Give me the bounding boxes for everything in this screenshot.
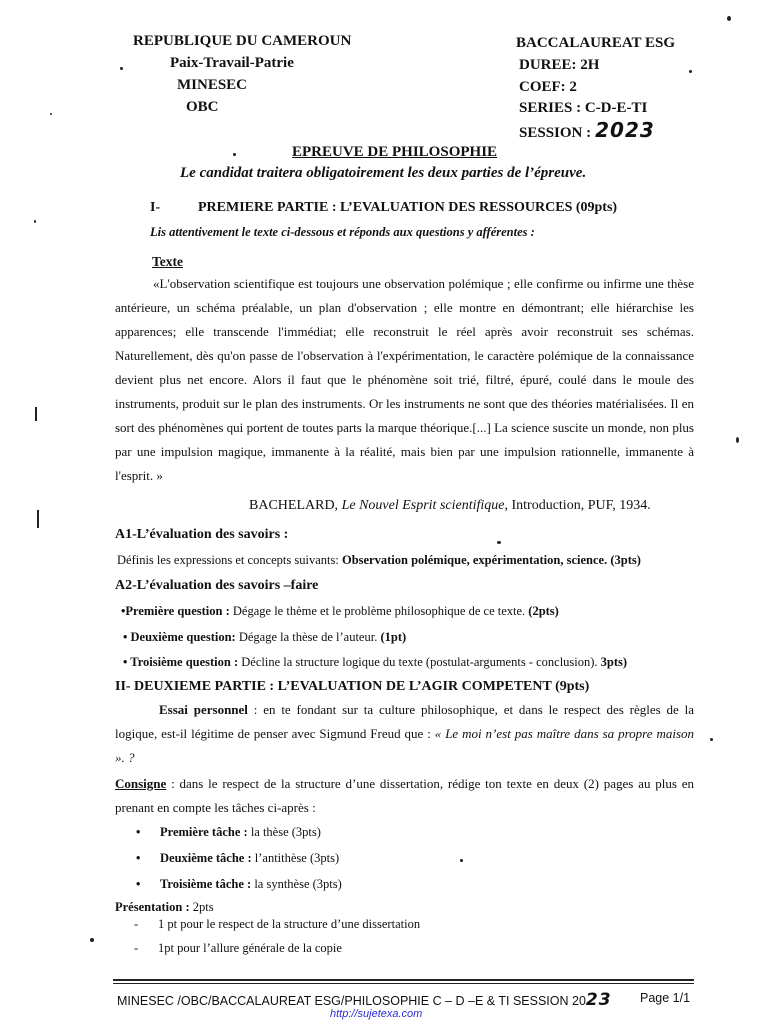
scan-speck [90, 938, 94, 942]
scan-speck [120, 67, 123, 70]
presentation-item-2-text: 1pt pour l’allure générale de la copie [158, 941, 342, 955]
citation-author: BACHELARD, [249, 498, 339, 513]
question-3: • Troisième question : Décline la structure logique du texte (postulat-arguments - conclusion). 3pts) [123, 655, 628, 669]
header-series: SERIES : C-D-E-TI [519, 100, 648, 116]
essay-label: Essai personnel [159, 702, 248, 717]
footer-rule-top [113, 979, 694, 981]
header-office: OBC [186, 99, 219, 115]
q3-label: Troisième question : [130, 655, 239, 669]
q1-text: Dégage le thème et le problème philosophique de ce texte. [229, 604, 529, 618]
header-duration: DUREE: 2H [519, 57, 600, 73]
question-1: •Première question : Dégage le thème et le problème philosophique de ce texte. (2pts) [121, 604, 559, 618]
a1-terms: Observation polémique, expérimentation, science. [341, 553, 608, 567]
a1-heading: A1-L’évaluation des savoirs : [115, 527, 289, 542]
scan-speck [736, 437, 739, 443]
scan-speck [37, 510, 39, 528]
footer-url-link[interactable]: http://sujetexa.com [330, 1008, 423, 1020]
presentation-label: Présentation : [115, 900, 190, 914]
presentation-points: 2pts [189, 900, 214, 914]
part1-number: I- [150, 200, 161, 215]
presentation-item-2: - 1pt pour l’allure générale de la copie [134, 941, 342, 955]
exam-title: EPREUVE DE PHILOSOPHIE [292, 144, 498, 160]
scan-speck [710, 738, 713, 741]
a1-prefix: Définis les expressions et concepts suivants: [117, 553, 342, 567]
scan-speck [689, 70, 692, 73]
scan-speck [35, 407, 37, 421]
essay-quote: « Le moi n’est pas maître dans sa propre maison ». ? [115, 726, 695, 765]
scan-speck [497, 541, 501, 544]
task-1-text: la thèse (3pts) [247, 825, 321, 839]
footer-rule-bottom [113, 983, 694, 984]
essay-question [115, 698, 694, 770]
scan-speck [233, 153, 236, 156]
task-2: • Deuxième tâche : l’antithèse (3pts) [136, 851, 340, 865]
q1-points: (2pts) [528, 604, 559, 618]
header-coef: COEF: 2 [519, 79, 577, 95]
session-year-handwritten: 2023 [595, 118, 655, 142]
q1-label: Première question : [125, 604, 230, 618]
consigne-text: : dans le respect de la structure d’une dissertation, rédige ton texte en deux (2) pages au plus en prenant en compte les tâches ci-après : [115, 776, 694, 815]
footer-page: Page 1/1 [640, 991, 691, 1005]
scan-speck [460, 859, 463, 862]
citation-work: Le Nouvel Esprit scientifique [341, 498, 505, 513]
task-3-text: la synthèse (3pts) [251, 877, 342, 891]
task-2-text: l’antithèse (3pts) [251, 851, 340, 865]
essay-text: : en te fondant sur ta culture philosophique, et dans le respect des règles de la logique, est-il légitime de penser avec Sigmund Freud que : [115, 702, 694, 741]
consigne [115, 772, 694, 820]
a1-question [117, 553, 641, 568]
header-exam: BACCALAUREAT ESG [516, 35, 676, 51]
source-text: «L'observation scientifique est toujours une observation polémique ; elle confirme ou infirme une thèse antérieure, un schéma préalable, un plan d'observation ; elle montre en démontrant; elle hiérarchise les apparences; elle transcende l'immédiat; elle reconstruit le réel après avoir reconstruit ses schémas. Naturellement, dès qu'on passe de l'observation à l'expérimentation, le caractère polémique de la connaissance devient plus net encore. Alors il faut que le phénomène soit trié, filtré, épuré, coulé dans le moule des instruments, produit sur le plan des instruments. Or les instruments ne sont que des théories matérialisées. Il en sort des phénomènes qui portent de toutes parts la marque théorique.[...] La science suscite un monde, non plus par une impulsion magique, immanente à la réalité, mais bien par une impulsion rationnelle, immanente à l'esprit. » [115, 276, 694, 483]
footer-left: MINESEC /OBC/BACCALAUREAT ESG/PHILOSOPHIE C – D –E & TI SESSION 20 [117, 994, 586, 1008]
part2-heading: II- DEUXIEME PARTIE : L’EVALUATION DE L’AGIR COMPETENT (9pts) [115, 679, 590, 694]
task-2-label: Deuxième tâche : [160, 851, 252, 865]
q3-points: 3pts) [600, 655, 628, 669]
header-session [519, 118, 655, 142]
a2-heading: A2-L’évaluation des savoirs –faire [115, 578, 319, 593]
scan-speck [50, 113, 52, 115]
session-label: SESSION : [519, 125, 592, 141]
citation-rest: , Introduction, PUF, 1934. [504, 498, 651, 513]
exam-subtitle: Le candidat traitera obligatoirement les deux parties de l’épreuve. [180, 165, 587, 181]
task-3: • Troisième tâche : la synthèse (3pts) [136, 877, 342, 891]
header-country: REPUBLIQUE DU CAMEROUN [133, 33, 352, 49]
a1-points: (3pts) [610, 553, 641, 567]
header-ministry: MINESEC [177, 77, 248, 93]
task-1-label: Première tâche : [160, 825, 248, 839]
presentation-item-1-text: 1 pt pour le respect de la structure d’une dissertation [158, 917, 421, 931]
presentation-item-1: - 1 pt pour le respect de la structure d’une dissertation [134, 917, 421, 931]
citation [249, 498, 651, 514]
header-motto: Paix-Travail-Patrie [170, 55, 294, 71]
question-2: • Deuxième question: Dégage la thèse de l’auteur. (1pt) [123, 630, 407, 644]
consigne-label: Consigne [115, 776, 167, 791]
footer-year-handwritten: 23 [585, 990, 612, 1010]
q3-text: Décline la structure logique du texte (postulat-arguments - conclusion). [238, 655, 601, 669]
task-3-label: Troisième tâche : [160, 877, 252, 891]
q2-text: Dégage la thèse de l’auteur. [235, 630, 381, 644]
scan-speck [727, 16, 731, 21]
footer-text [117, 990, 612, 1010]
scan-speck [34, 220, 36, 223]
q2-points: (1pt) [380, 630, 407, 644]
text-label: Texte [152, 254, 183, 269]
part1-heading: PREMIERE PARTIE : L’EVALUATION DES RESSOURCES (09pts) [198, 200, 618, 215]
part1-instruction: Lis attentivement le texte ci-dessous et réponds aux questions y afférentes : [150, 225, 535, 239]
task-1: • Première tâche : la thèse (3pts) [136, 825, 321, 839]
q2-label: Deuxième question: [130, 630, 236, 644]
presentation [115, 900, 214, 915]
